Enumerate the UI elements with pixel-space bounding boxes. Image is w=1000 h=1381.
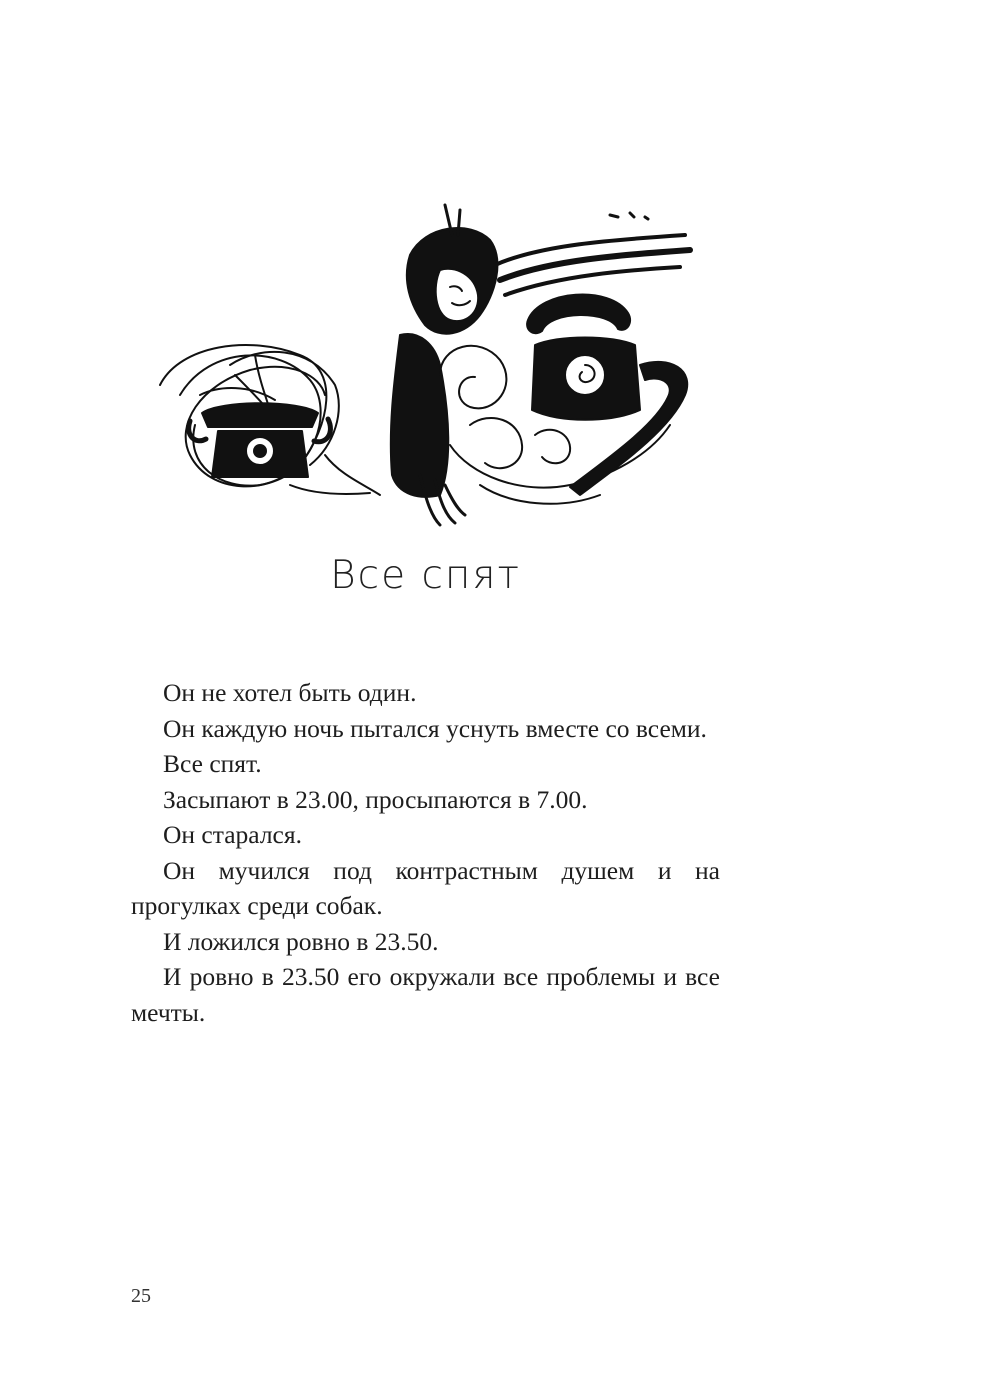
paragraph: Засыпают в 23.00, просыпаются в 7.00. (163, 784, 588, 814)
body-text (131, 675, 720, 1030)
right-telephone (527, 295, 687, 495)
left-telephone (189, 403, 331, 477)
paragraph: И ровно в 23.50 его окружали все проблемы и все мечты. (131, 962, 720, 1027)
page-number: 25 (131, 1285, 151, 1307)
ink-illustration-telephones (140, 195, 710, 535)
chapter-title: Все спят (330, 553, 521, 598)
figure-with-hair (391, 205, 498, 525)
paragraph: Он не хотел быть один. (163, 678, 417, 707)
paragraph: Он каждую ночь пытался уснуть вместе со всеми. (163, 713, 707, 743)
paragraph: Он мучился под контрастным душем и на прогулках среди собак. (131, 855, 720, 920)
paragraph: Он старался. (163, 820, 302, 849)
paragraph: Все спят. (163, 749, 262, 778)
motion-streaks (495, 213, 690, 295)
paragraph: И ложился ровно в 23.50. (163, 926, 439, 956)
